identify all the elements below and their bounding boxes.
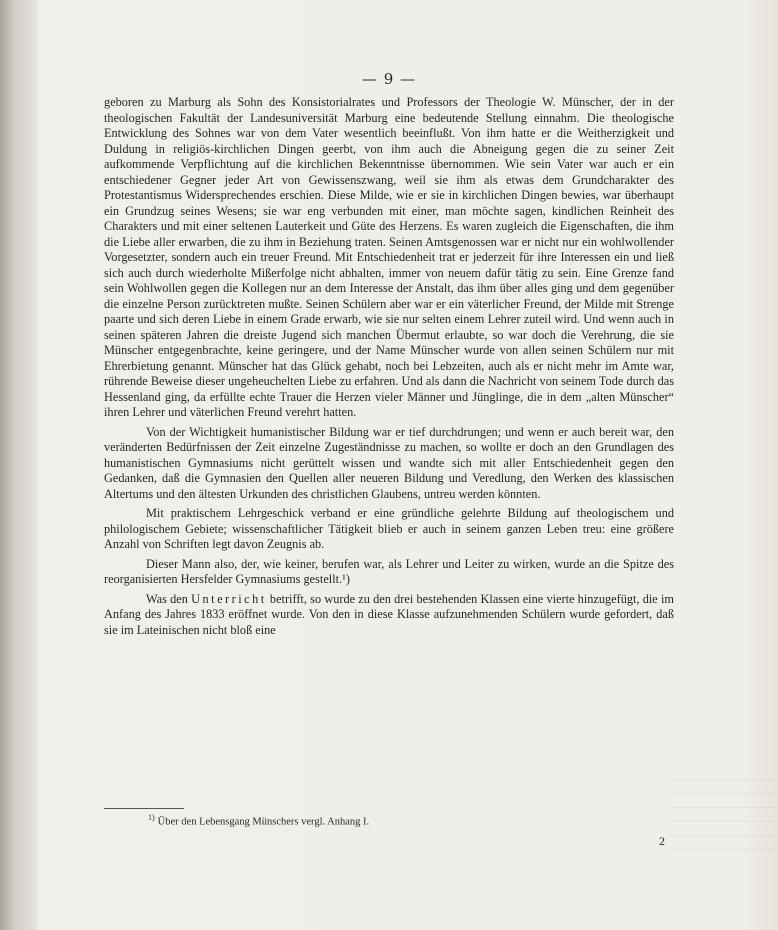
paragraph-2: Von der Wichtigkeit humanistischer Bildung war er tief durchdrungen; und wenn er auch bereit war, den veränderten Bedürfnissen der Zeit einzelne Zugeständnisse zu machen, so wollte er doch an den Grundlagen des humanistischen Gymnasiums nicht gerüttelt wissen und wandte sich mit aller Entschiedenheit gegen den Gedanken, daß die Gymnasien den Quellen aller neueren Bildung und Veredlung, den Werken des klassischen Altertums und den ältesten Urkunden des christlichen Glaubens, untreu werden könnten. xyxy=(104,424,674,501)
paragraph-5-lead: Was den xyxy=(146,591,192,606)
page-header-number: — 9 — xyxy=(361,70,417,88)
paragraph-1: geboren zu Marburg als Sohn des Konsistorialrates und Professors der Theologie W. Münscher, der in der theologischen Fakultät der Landesuniversität Marburg eine bedeutende Stellung einnahm. Die theologische Entwicklung des Sohnes war von dem Vater wesentlich beeinflußt. Von ihm hatte er die Weitherzigkeit und Duldung in religiös-kirchlichen Dingen geerbt, von ihm auch die Abneigung gegen die zu seiner Zeit aufkommende Verpflichtung auf die kirchlichen Bekenntnisse übernommen. Wie sein Vater war auch er ein entschiedener Gegner jeder Art von Gewissenszwang, weil sie ihm als etwas dem Grundcharakter des Protestantismus Widersprechendes erschien. Diese Milde, wie er sie in kirchlichen Dingen bewies, war überhaupt ein Grundzug seines Wesens; sie war eng verbunden mit einer, man möchte sagen, kindlichen Reinheit des Charakters und mit einer seltenen Lauterkeit und Güte des Herzens. Es waren zugleich die Eigenschaften, die ihm die Liebe aller erwarben, die zu ihm in Beziehung traten. Seinen Amtsgenossen war er nicht nur ein wohlwollender Vorgesetzter, sondern auch ein treuer Freund. Mit Entschiedenheit trat er jederzeit für ihre Interessen ein und ließ sich auch durch wiederholte Mißerfolge nicht abhalten, immer von neuem dafür tätig zu sein. Eine Grenze fand sein Wohlwollen gegen die Kollegen nur an dem Interesse der Anstalt, das ihm über alles ging und dem gegenüber die einzelne Person zurücktreten mußte. Seinen Schülern aber war er ein väterlicher Freund, der Milde mit Strenge paarte und sich deren Liebe in einem Grade erwarb, wie sie nur selten einem Lehrer zuteil wird. Und wenn auch in seinen späteren Jahren die dreiste Jugend sich manchen Übermut erlaubte, so war doch die Verehrung, die sie Münscher entgegenbrachte, keine geringere, und der Name Münscher wurde von allen seinen Schülern nur mit Ehrerbietung genannt. Münscher hat das Glück gehabt, noch bei Lebzeiten, auch als er nicht mehr im Amte war, rührende Beweise dieser ungeheuchelten Liebe zu erfahren. Und als dann die Nachricht von seinem Tode durch das Hessenland ging, da erfüllte echte Trauer die Herzen vieler Männer und Jünglinge, die in dem „alten Münscher“ ihren Lehrer und väterlichen Freund verehrt hatten. xyxy=(104,95,674,419)
body-text xyxy=(104,95,674,642)
paragraph-5 xyxy=(104,592,674,639)
sheet-number: 2 xyxy=(659,834,665,848)
paragraph-5-rest: betrifft, so wurde zu den drei bestehenden Klassen eine vierte hinzugefügt, die im Anfang des Jahres 1833 eröffnet wurde. Von den in diese Klasse aufzunehmenden Schülern wurde gefordert, daß sie im Lateinischen nicht bloß eine xyxy=(104,591,674,637)
footnote-rule xyxy=(104,808,184,809)
show-through-texture xyxy=(668,770,778,850)
binding-shadow xyxy=(0,0,38,930)
paragraph-4: Dieser Mann also, der, wie keiner, berufen war, als Lehrer und Leiter zu wirken, wurde an die Spitze des reorganisierten Hersfelder Gymnasiums gestellt.¹) xyxy=(104,556,674,586)
footnote-marker: 1) xyxy=(148,813,155,822)
footnote xyxy=(148,813,369,828)
footnote-text: Über den Lebensgang Münschers vergl. Anhang I. xyxy=(157,816,370,828)
paragraph-3: Mit praktischem Lehrgeschick verband er eine gründliche gelehrte Bildung auf theologischem und philologischem Gebiete; wissenschaftlicher Tätigkeit blieb er auch in seinem ganzen Leben treu: eine größere Anzahl von Schriften legt davon Zeugnis ab. xyxy=(104,506,674,551)
paragraph-5-spaced-word: Unterricht xyxy=(191,591,267,606)
